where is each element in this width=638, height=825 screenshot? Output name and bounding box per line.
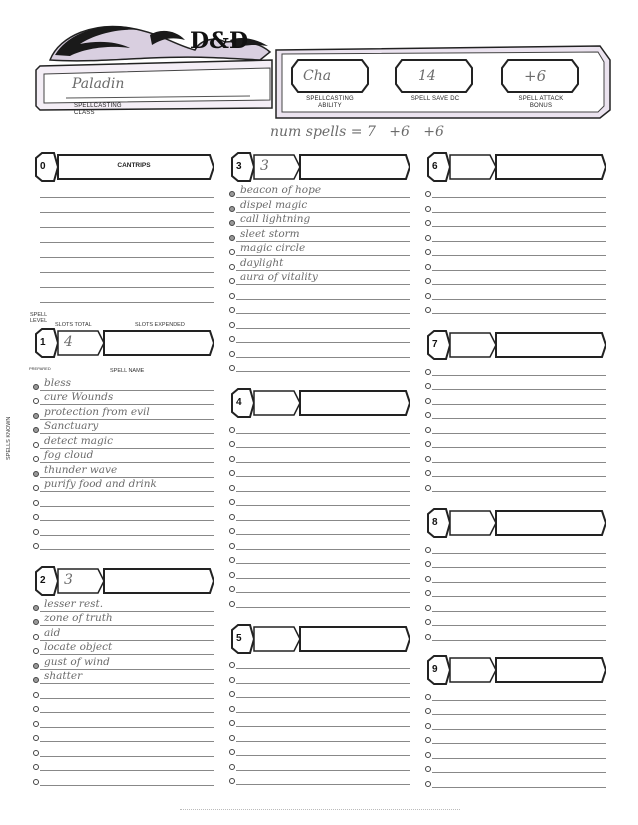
level-3-number: 3 <box>236 161 242 172</box>
save-dc-label: SPELL SAVE DC <box>410 96 460 102</box>
level-1-slots[interactable]: 4 <box>64 334 73 350</box>
spell-l3-2[interactable]: call lightning <box>240 213 311 225</box>
level-2-slots[interactable]: 3 <box>64 572 73 588</box>
spell-l1-3[interactable]: Sanctuary <box>44 420 99 432</box>
spell-l1-4[interactable]: detect magic <box>44 435 113 447</box>
spell-l3-3[interactable]: sleet storm <box>240 228 300 240</box>
level-6-number: 6 <box>432 161 438 172</box>
level-1-number: 1 <box>40 337 46 348</box>
spell-l3-4[interactable]: magic circle <box>240 242 306 254</box>
spell-name-label: SPELL NAME <box>110 368 145 374</box>
level-0-number: 0 <box>40 161 46 172</box>
level-1-header <box>34 328 214 358</box>
spell-l1-5[interactable]: fog cloud <box>44 449 94 461</box>
prepared-label: PREPARED <box>29 366 51 371</box>
level-8-header <box>426 508 606 538</box>
spell-l2-5[interactable]: shatter <box>44 670 83 682</box>
level-9-number: 9 <box>432 664 438 675</box>
spell-l1-2[interactable]: protection from evil <box>44 406 150 418</box>
ability-value[interactable]: Cha <box>303 68 332 84</box>
level-7-number: 7 <box>432 339 438 350</box>
level-8-number: 8 <box>432 517 438 528</box>
spell-level-label: SPELL LEVEL <box>30 312 48 324</box>
spell-l3-5[interactable]: daylight <box>240 257 284 269</box>
level-2-number: 2 <box>40 575 46 586</box>
spell-count-note: num spells = 7 +6 +6 <box>270 124 444 140</box>
level-7-header <box>426 330 606 360</box>
class-value[interactable]: Paladin <box>72 76 125 92</box>
spell-l2-4[interactable]: gust of wind <box>44 656 110 668</box>
level-4-header <box>230 388 410 418</box>
spell-l3-0[interactable]: beacon of hope <box>240 184 322 196</box>
footer-fine-print <box>180 809 460 814</box>
spell-l2-2[interactable]: aid <box>44 627 61 639</box>
spell-l2-0[interactable]: lesser rest. <box>44 598 104 610</box>
spells-known-label: SPELLS KNOWN <box>6 416 12 460</box>
level-6-header <box>426 152 606 182</box>
level-0-header <box>34 152 214 182</box>
attack-bonus-value[interactable]: +6 <box>524 67 547 85</box>
level-4-number: 4 <box>236 397 242 408</box>
level-3-header <box>230 152 410 182</box>
spell-l2-3[interactable]: locate object <box>44 641 113 653</box>
level-9-header <box>426 655 606 685</box>
slots-total-label: SLOTS TOTAL <box>55 322 92 328</box>
level-5-number: 5 <box>236 633 242 644</box>
spell-l1-7[interactable]: purify food and drink <box>44 478 157 490</box>
attack-bonus-label: SPELL ATTACK BONUS <box>518 96 564 109</box>
spell-l1-1[interactable]: cure Wounds <box>44 391 114 403</box>
ability-label: SPELLCASTING ABILITY <box>306 96 354 109</box>
header <box>0 0 638 140</box>
spell-l3-6[interactable]: aura of vitality <box>240 271 318 283</box>
cantrips-title: CANTRIPS <box>117 162 151 169</box>
dnd-logo: D&D <box>190 28 249 54</box>
spell-l1-0[interactable]: bless <box>44 377 72 389</box>
save-dc-value[interactable]: 14 <box>418 68 436 84</box>
spell-l2-1[interactable]: zone of truth <box>44 612 113 624</box>
level-3-slots[interactable]: 3 <box>260 158 269 174</box>
slots-expended-label: SLOTS EXPENDED <box>135 322 185 328</box>
level-2-header <box>34 566 214 596</box>
spell-l3-1[interactable]: dispel magic <box>240 199 308 211</box>
spell-l1-6[interactable]: thunder wave <box>44 464 118 476</box>
class-label: SPELLCASTING CLASS <box>74 103 122 116</box>
level-5-header <box>230 624 410 654</box>
